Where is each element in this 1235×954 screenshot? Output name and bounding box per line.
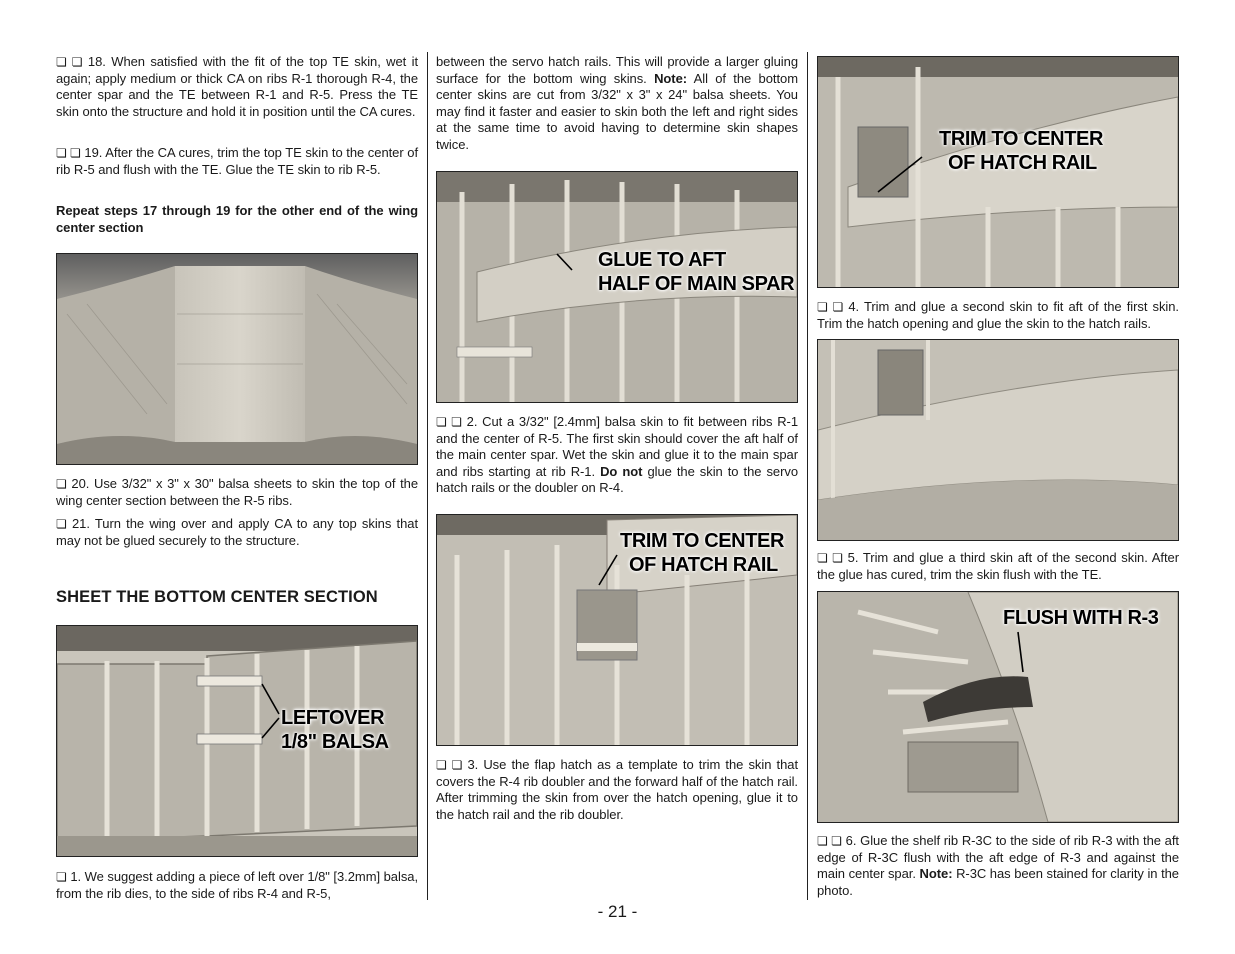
- checkbox-icon: ❏ ❏: [436, 415, 462, 429]
- step-1-text: ❏ 1. We suggest adding a piece of left over 1/8" [3.2mm] balsa, from the rib dies, to the side of ribs R-4 and R-5,: [56, 869, 419, 901]
- step-4-text: ❏ ❏ 4. Trim and glue a second skin to fit aft of the first skin. Trim the hatch opening and glue the skin to the hatch rails.: [817, 299, 1179, 331]
- photo-glue-aft-main-spar: [436, 171, 798, 403]
- photo-trim-hatch-rail-2: [817, 56, 1179, 288]
- checkbox-icon: ❏: [56, 870, 67, 884]
- photo-top-center-skin: [56, 253, 418, 465]
- step-18-text: ❏ ❏ 18. When satisfied with the fit of the top TE skin, wet it again; apply medium or thick CA on ribs R-1 thorough R-4, the center spar and the TE between R-1 and R-5. Press the TE skin onto the structure and hold it in position until the CA cures.: [56, 54, 419, 119]
- step-3-text: ❏ ❏ 3. Use the flap hatch as a template to trim the skin that covers the R-4 rib doubler and the forward half of the hatch rail. After trimming the skin from over the hatch opening, glue it to the hatch rail and the rib doubler.: [436, 757, 799, 822]
- checkbox-icon: ❏ ❏: [817, 834, 842, 848]
- checkbox-icon: ❏: [56, 477, 67, 491]
- leftover-balsa-callout: LEFTOVER 1/8" BALSA: [281, 707, 389, 753]
- step-5-text: ❏ ❏ 5. Trim and glue a third skin aft of the second skin. After the glue has cured, trim the skin flush with the TE.: [817, 550, 1180, 582]
- flush-r3-callout: FLUSH WITH R-3: [1003, 607, 1159, 629]
- photo-leftover-balsa: [56, 625, 418, 857]
- photo-trim-hatch-rail-1: [436, 514, 798, 746]
- step-2-text: ❏ ❏ 2. Cut a 3/32" [2.4mm] balsa skin to fit between ribs R-1 and the center of R-5. The first skin should cover the aft half of the main center spar. Wet the skin and glue it to the main spar and ribs starting at rib R-1. Do not glue the skin to the servo hatch rails or the doubler on R-4.: [436, 414, 799, 496]
- checkbox-icon: ❏: [56, 517, 67, 531]
- section-heading: SHEET THE BOTTOM CENTER SECTION: [56, 588, 378, 606]
- trim-hatch-callout-1: TRIM TO CENTER OF HATCH RAIL: [620, 530, 785, 576]
- step-1-continued: between the servo hatch rails. This will provide a larger gluing surface for the bottom wing skins. Note: All of the bottom center skins are cut from 3/32" x 3" x 24" balsa sheets. You may find it faster and easier to skin both the left and right sides at the same time to avoid having to determine skin shapes twice.: [436, 54, 798, 152]
- checkbox-icon: ❏ ❏: [817, 551, 843, 565]
- step-20-text: ❏ 20. Use 3/32" x 3" x 30" balsa sheets to skin the top of the wing center section between the R-5 ribs.: [56, 476, 418, 508]
- checkbox-icon: ❏ ❏: [436, 758, 463, 772]
- page-number: - 21 -: [597, 902, 638, 921]
- glue-aft-callout: GLUE TO AFT HALF OF MAIN SPAR: [598, 249, 795, 295]
- step-21-text: ❏ 21. Turn the wing over and apply CA to any top skins that may not be glued securely to the structure.: [56, 516, 419, 548]
- checkbox-icon: ❏ ❏: [56, 146, 81, 160]
- column-divider-2: [807, 52, 808, 900]
- photo-second-skin: [817, 339, 1179, 541]
- trim-hatch-callout-2: TRIM TO CENTER OF HATCH RAIL: [939, 128, 1104, 174]
- column-divider-1: [427, 52, 428, 900]
- step-6-text: ❏ ❏ 6. Glue the shelf rib R-3C to the side of rib R-3 with the aft edge of R-3C flush with the aft edge of R-3 and against the main center spar. Note: R-3C has been stained for clarity in the photo.: [817, 833, 1179, 898]
- photo-flush-r3: [817, 591, 1179, 823]
- checkbox-icon: ❏ ❏: [56, 55, 83, 69]
- repeat-note: Repeat steps 17 through 19 for the other end of the wing center section: [56, 203, 418, 235]
- checkbox-icon: ❏ ❏: [817, 300, 844, 314]
- step-19-text: ❏ ❏ 19. After the CA cures, trim the top TE skin to the center of rib R-5 and flush with the TE. Glue the TE skin to rib R-5.: [56, 145, 419, 177]
